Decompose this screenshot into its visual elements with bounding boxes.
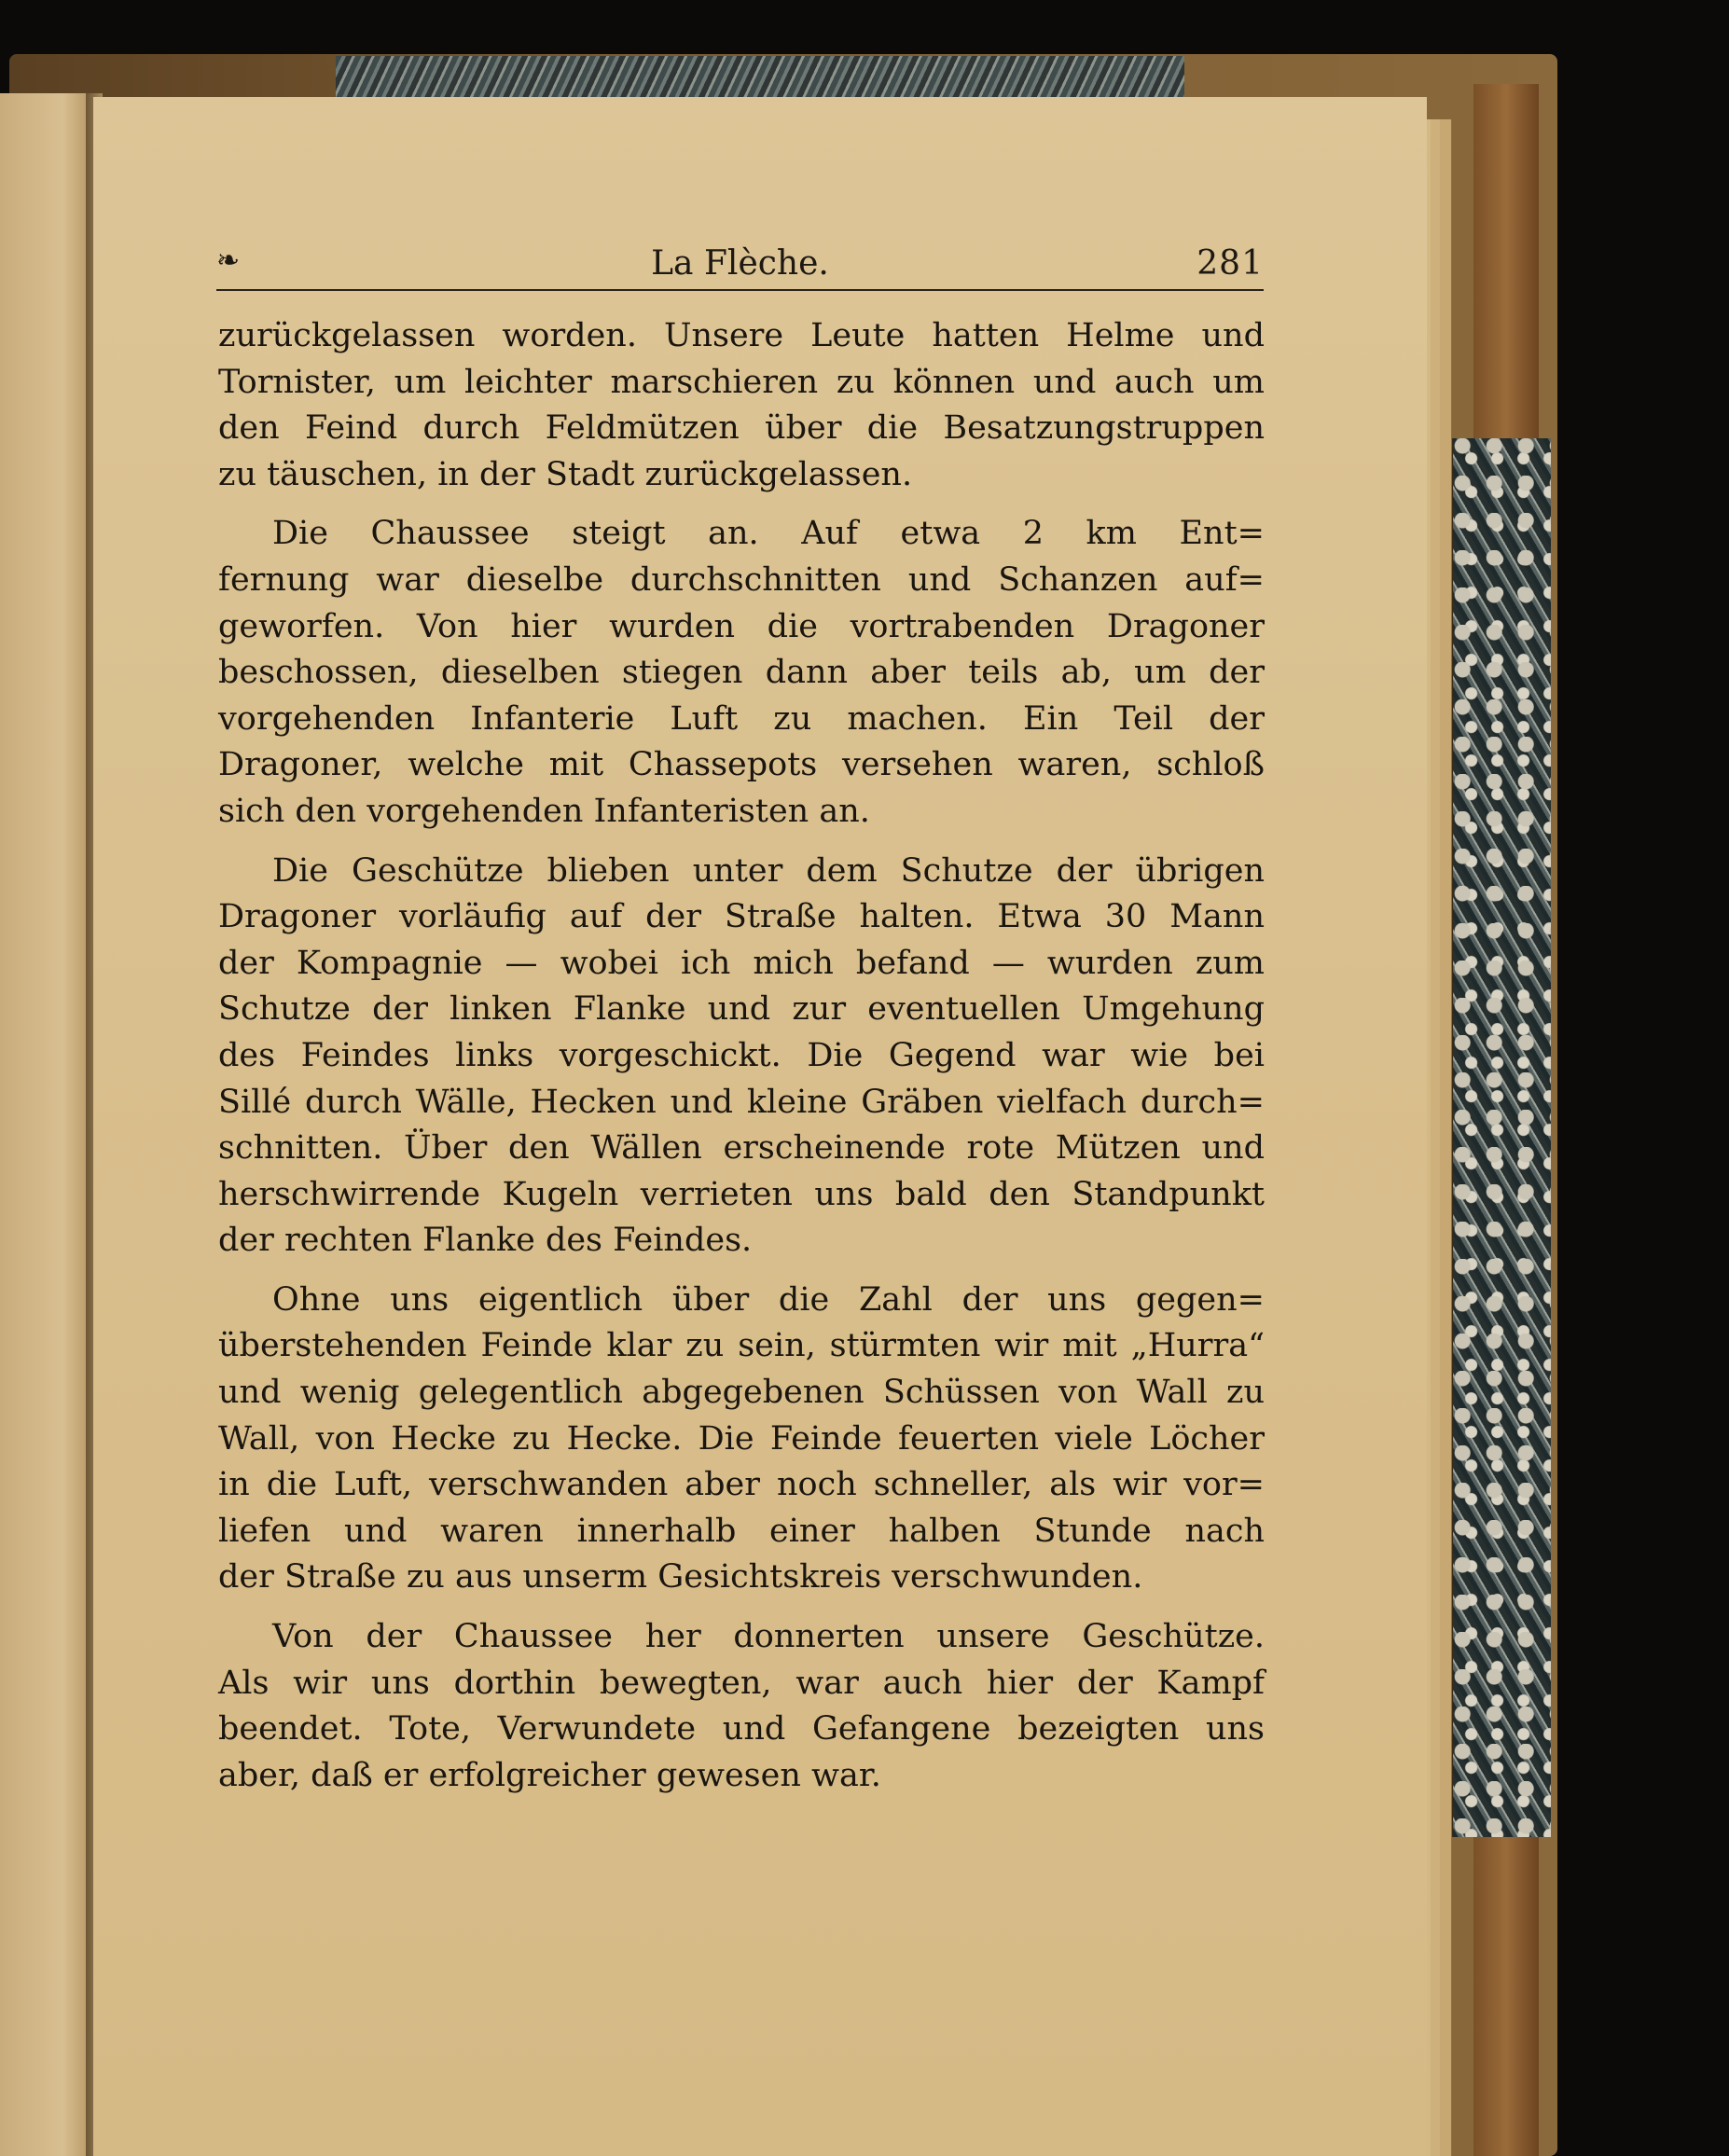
text-line: Die Geschütze blieben unter dem Schutze der übrigen (272, 851, 1265, 890)
text-line: überstehenden Feinde klar zu sein, stürmten wir mit „Hurra“ (218, 1327, 1265, 1365)
running-title: La Flèche. (651, 244, 829, 283)
text-line: sich den vorgehenden Infanteristen an. (218, 792, 870, 830)
text-line: beschossen, dieselben stiegen dann aber teils ab, um der (218, 654, 1265, 692)
text-line: fernung war dieselbe durchschnitten und Schanzen auf= (218, 560, 1265, 599)
text-line: Sillé durch Wälle, Hecken und kleine Gräben vielfach durch= (218, 1083, 1265, 1121)
text-line: der rechten Flanke des Feindes. (218, 1222, 753, 1260)
paragraph (218, 1614, 1265, 1799)
text-line: Ohne uns eigentlich über die Zahl der uns gegen= (272, 1280, 1265, 1319)
text-line: aber, daß er erfolgreicher gewesen war. (218, 1756, 881, 1794)
paragraph (218, 313, 1265, 498)
text-line: der Kompagnie — wobei ich mich befand — wurden zum (218, 944, 1265, 982)
text-line: geworfen. Von hier wurden die vortrabenden Dragoner (218, 607, 1265, 645)
text-line: Tornister, um leichter marschieren zu können und auch um (218, 363, 1265, 401)
page-header (216, 237, 1264, 293)
text-line: beendet. Tote, Verwundete und Gefangene bezeigten uns (218, 1710, 1265, 1748)
ornament-icon: ❧ (216, 244, 241, 277)
text-line: und wenig gelegentlich abgegebenen Schüssen von Wall zu (218, 1374, 1265, 1412)
text-line: Als wir uns dorthin bewegten, war auch hier der Kampf (218, 1664, 1265, 1702)
text-line: des Feindes links vorgeschickt. Die Gegend war wie bei (218, 1036, 1265, 1074)
paragraph (218, 1278, 1265, 1601)
text-line: Dragoner vorläufig auf der Straße halten. Etwa 30 Mann (218, 898, 1265, 936)
marbled-endpaper (1450, 438, 1551, 1837)
text-line: Die Chaussee steigt an. Auf etwa 2 km Ent= (272, 515, 1265, 553)
page-number: 281 (1196, 244, 1264, 283)
text-line: der Straße zu aus unserm Gesichtskreis verschwunden. (218, 1558, 1143, 1596)
body-text (218, 313, 1265, 1812)
text-line: herschwirrende Kugeln verrieten uns bald den Standpunkt (218, 1175, 1265, 1213)
paragraph (218, 511, 1265, 835)
text-line: Von der Chaussee her donnerten unsere Geschütze. (272, 1618, 1265, 1656)
text-line: zurückgelassen worden. Unsere Leute hatten Helme und (218, 317, 1265, 354)
text-line: den Feind durch Feldmützen über die Besatzungstruppen (218, 409, 1265, 448)
page-edge (1440, 119, 1452, 2156)
text-line: Dragoner, welche mit Chassepots versehen waren, schloß (218, 746, 1265, 784)
text-line: zu täuschen, in der Stadt zurückgelassen. (218, 455, 913, 493)
header-rule (216, 289, 1264, 291)
text-line: Schutze der linken Flanke und zur eventuellen Umgehung (218, 990, 1265, 1029)
text-line: vorgehenden Infanterie Luft zu machen. Ein Teil der (218, 699, 1265, 738)
text-line: Wall, von Hecke zu Hecke. Die Feinde feuerten viele Löcher (218, 1419, 1265, 1458)
text-line: schnitten. Über den Wällen erscheinende rote Mützen und (218, 1129, 1265, 1168)
text-line: in die Luft, verschwanden aber noch schneller, als wir vor= (218, 1466, 1265, 1504)
book-page (93, 97, 1427, 2156)
facing-page-edge (0, 93, 90, 2156)
paragraph (218, 849, 1265, 1265)
text-line: liefen und waren innerhalb einer halben Stunde nach (218, 1512, 1265, 1550)
